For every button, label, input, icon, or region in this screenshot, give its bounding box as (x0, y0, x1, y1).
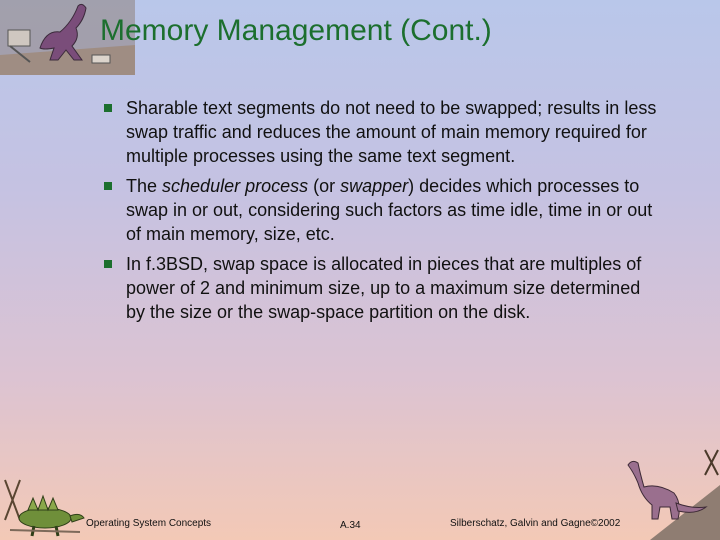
square-bullet-icon (104, 104, 112, 112)
bullet-text: In f.3BSD, swap space is allocated in pieces that are multiples of power of 2 and minimum size, up to a maximum size determined by the size or the swap-space partition on the disk. (126, 254, 642, 322)
footer-course: Operating System Concepts (86, 518, 212, 529)
square-bullet-icon (104, 182, 112, 190)
bullet-text: Sharable text segments do not need to be swapped; results in less swap traffic and reduces the amount of main memory required for multiple processes using the same text segment. (126, 98, 657, 166)
footer-authors: Silberschatz, Galvin and Gagne©2002 (450, 518, 621, 529)
emphasis-term: swapper (340, 176, 409, 196)
bullet-item (104, 252, 664, 324)
square-bullet-icon (104, 260, 112, 268)
slide-title: Memory Management (Cont.) (100, 14, 492, 47)
bullet-item (104, 96, 664, 168)
emphasis-term: scheduler process (162, 176, 309, 196)
footer-page-number: A.34 (340, 520, 361, 531)
long-neck-dinosaur-icon (610, 445, 720, 540)
bullet-text: The (126, 176, 163, 196)
bullet-list (104, 96, 664, 330)
bullet-text: ) decides which processes to swap in or out, considering such factors as time idle, time in or out of main memory, size, etc. (126, 176, 653, 244)
stegosaurus-icon (0, 460, 90, 540)
bullet-text: (or (308, 176, 341, 196)
bullet-item (104, 174, 664, 246)
